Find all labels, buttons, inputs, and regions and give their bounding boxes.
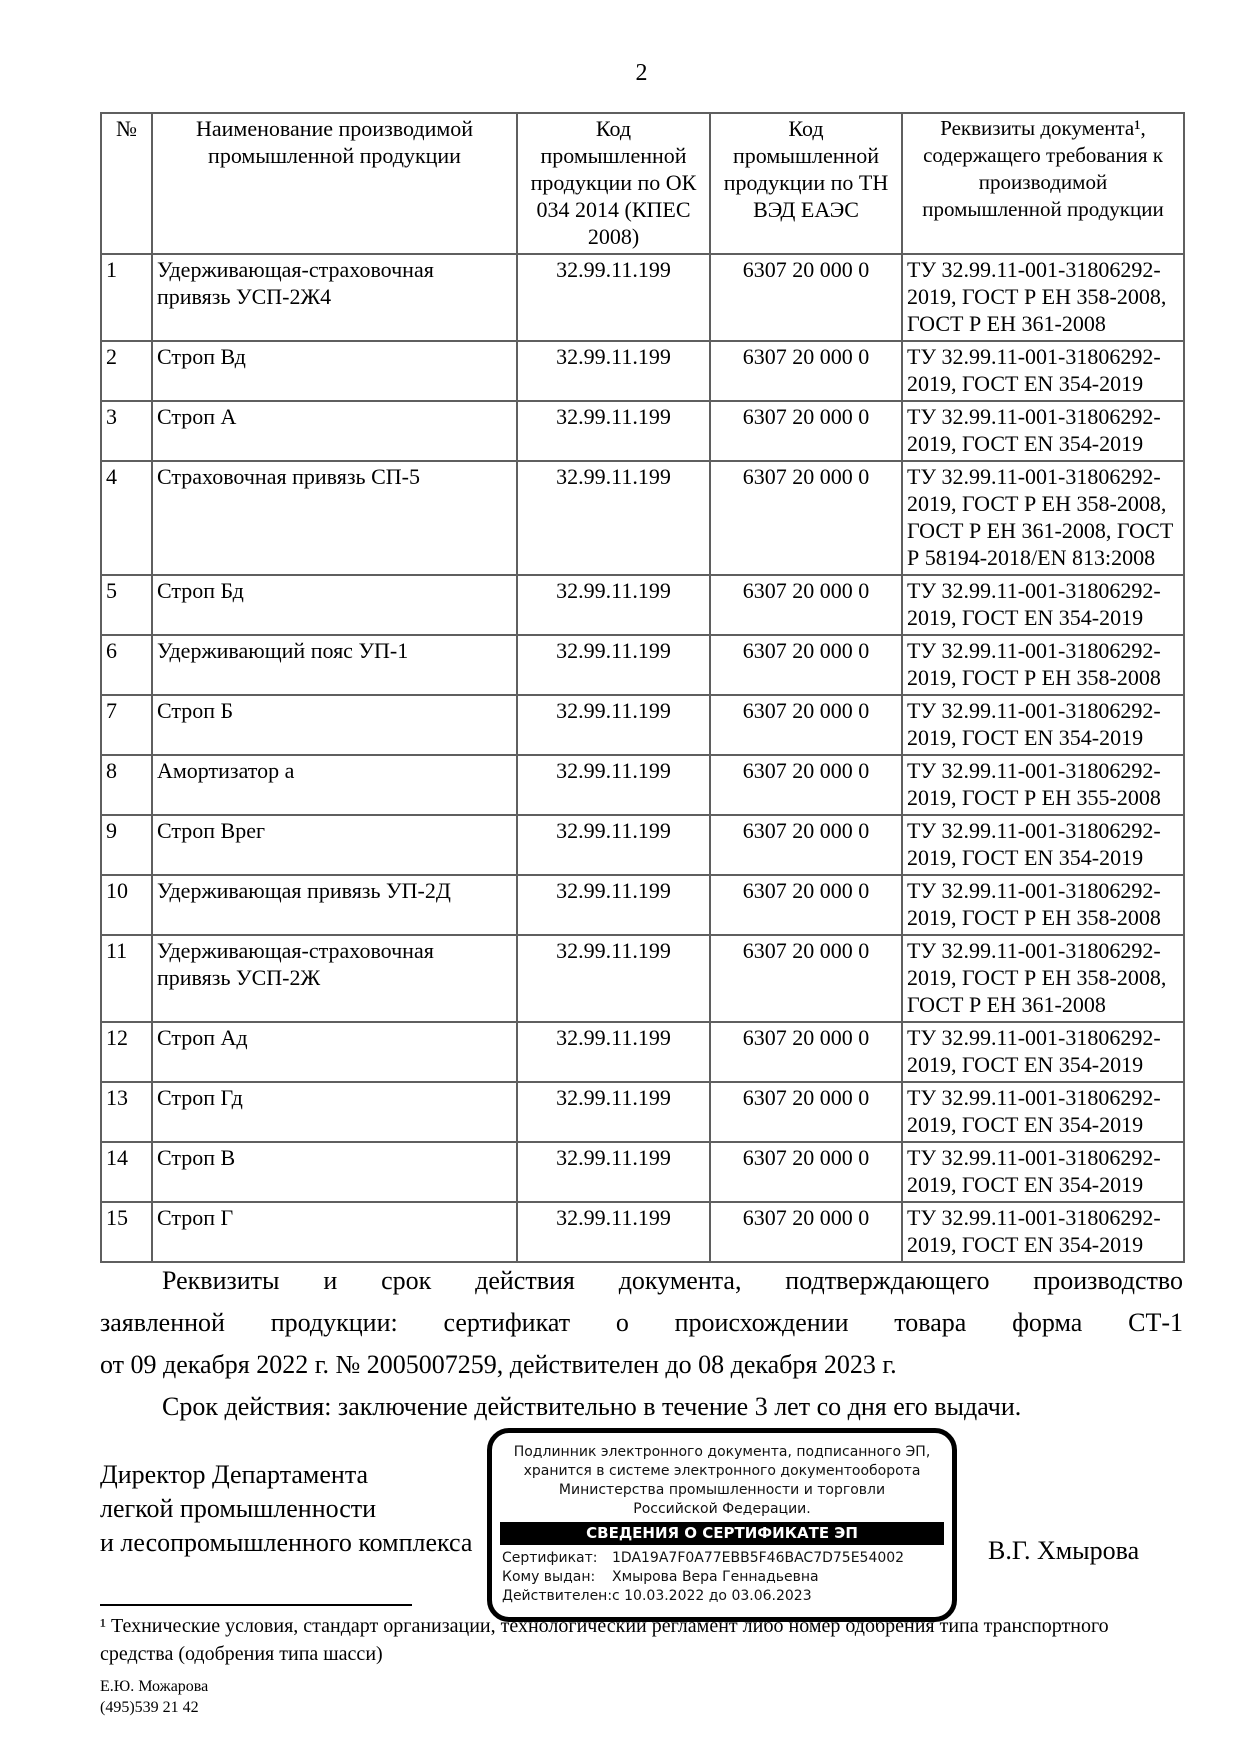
table-row	[101, 401, 1184, 461]
product-name-cell: Удерживающая привязь УП-2Д	[152, 875, 517, 935]
row-number-cell: 4	[101, 461, 152, 575]
product-name-cell: Строп Вд	[152, 341, 517, 401]
table-row	[101, 1022, 1184, 1082]
certificate-number-field	[502, 1549, 944, 1568]
row-number-cell: 3	[101, 401, 152, 461]
row-number-cell: 15	[101, 1202, 152, 1262]
requisites-cell: ТУ 32.99.11-001-31806292-2019, ГОСТ EN 354-2019	[902, 575, 1184, 635]
row-number-cell: 10	[101, 875, 152, 935]
code-tnved-cell: 6307 20 000 0	[710, 1142, 902, 1202]
table-header-row	[101, 113, 1184, 254]
paragraph-line: заявленной продукции: сертификат о происхождении товара форма СТ-1	[100, 1308, 1183, 1337]
code-tnved-cell: 6307 20 000 0	[710, 1082, 902, 1142]
requisites-cell: ТУ 32.99.11-001-31806292-2019, ГОСТ EN 354-2019	[902, 1022, 1184, 1082]
table-row	[101, 575, 1184, 635]
row-number-cell: 14	[101, 1142, 152, 1202]
code-ok034-cell: 32.99.11.199	[517, 875, 710, 935]
code-ok034-cell: 32.99.11.199	[517, 401, 710, 461]
product-name-cell: Строп Г	[152, 1202, 517, 1262]
code-tnved-cell: 6307 20 000 0	[710, 635, 902, 695]
col-header-product-name: Наименование производимой промышленной продукции	[152, 113, 517, 254]
stamp-header-line: Министерства промышленности и торговли	[558, 1482, 886, 1498]
code-ok034-cell: 32.99.11.199	[517, 1022, 710, 1082]
code-ok034-cell: 32.99.11.199	[517, 341, 710, 401]
requisites-cell: ТУ 32.99.11-001-31806292-2019, ГОСТ Р ЕН 358-2008, ГОСТ Р ЕН 361-2008, ГОСТ Р 58194-2018/EN 813:2008	[902, 461, 1184, 575]
product-name-cell: Строп Врег	[152, 815, 517, 875]
code-tnved-cell: 6307 20 000 0	[710, 695, 902, 755]
code-tnved-cell: 6307 20 000 0	[710, 461, 902, 575]
table-row	[101, 1202, 1184, 1262]
code-ok034-cell: 32.99.11.199	[517, 635, 710, 695]
stamp-header-line: Подлинник электронного документа, подписанного ЭП,	[513, 1444, 931, 1460]
table-row	[101, 254, 1184, 341]
director-title-line: Директор Департамента	[100, 1460, 369, 1489]
table-row	[101, 341, 1184, 401]
product-name-cell: Строп А	[152, 401, 517, 461]
requisites-cell: ТУ 32.99.11-001-31806292-2019, ГОСТ EN 354-2019	[902, 695, 1184, 755]
requisites-cell: ТУ 32.99.11-001-31806292-2019, ГОСТ EN 354-2019	[902, 1202, 1184, 1262]
issued-to-field	[502, 1568, 944, 1587]
code-tnved-cell: 6307 20 000 0	[710, 875, 902, 935]
code-ok034-cell: 32.99.11.199	[517, 755, 710, 815]
certificate-number-value: 1DA19A7F0A77EBB5F46BAC7D75E54002	[612, 1550, 905, 1566]
code-ok034-cell: 32.99.11.199	[517, 1202, 710, 1262]
requisites-cell: ТУ 32.99.11-001-31806292-2019, ГОСТ Р ЕН 358-2008, ГОСТ Р ЕН 361-2008	[902, 935, 1184, 1022]
row-number-cell: 1	[101, 254, 152, 341]
paragraph-line: от 09 декабря 2022 г. № 2005007259, действителен до 08 декабря 2023 г.	[100, 1350, 897, 1379]
code-ok034-cell: 32.99.11.199	[517, 461, 710, 575]
product-name-cell: Строп Бд	[152, 575, 517, 635]
table-row	[101, 635, 1184, 695]
requisites-cell: ТУ 32.99.11-001-31806292-2019, ГОСТ EN 354-2019	[902, 1082, 1184, 1142]
stamp-header-line: хранится в системе электронного документооборота	[523, 1463, 921, 1479]
certificate-paragraph	[100, 1260, 1183, 1386]
table-row	[101, 461, 1184, 575]
electronic-signature-stamp	[487, 1428, 957, 1622]
requisites-cell: ТУ 32.99.11-001-31806292-2019, ГОСТ EN 354-2019	[902, 401, 1184, 461]
table-row	[101, 1142, 1184, 1202]
requisites-cell: ТУ 32.99.11-001-31806292-2019, ГОСТ Р ЕН 358-2008, ГОСТ Р ЕН 361-2008	[902, 254, 1184, 341]
requisites-cell: ТУ 32.99.11-001-31806292-2019, ГОСТ Р ЕН 358-2008	[902, 875, 1184, 935]
validity-period-label: Действителен:	[502, 1588, 613, 1604]
product-name-cell: Удерживающая-страховочная привязь УСП-2Ж4	[152, 254, 517, 341]
signatory-name: В.Г. Хмырова	[988, 1536, 1140, 1565]
code-ok034-cell: 32.99.11.199	[517, 1082, 710, 1142]
code-tnved-cell: 6307 20 000 0	[710, 575, 902, 635]
col-header-code-ok034: Код промышленной продукции по ОК 034 2014 (КПЕС 2008)	[517, 113, 710, 254]
code-tnved-cell: 6307 20 000 0	[710, 1022, 902, 1082]
col-header-number: №	[101, 113, 152, 254]
row-number-cell: 13	[101, 1082, 152, 1142]
table-row	[101, 935, 1184, 1022]
table-row	[101, 875, 1184, 935]
product-name-cell: Страховочная привязь СП-5	[152, 461, 517, 575]
product-name-cell: Удерживающая-страховочная привязь УСП-2Ж	[152, 935, 517, 1022]
validity-paragraph	[100, 1386, 1183, 1428]
col-header-code-tnved: Код промышленной продукции по ТН ВЭД ЕАЭС	[710, 113, 902, 254]
paragraph-line: Реквизиты и срок действия документа, подтверждающего производство	[162, 1266, 1183, 1295]
stamp-header-text	[492, 1443, 952, 1519]
row-number-cell: 7	[101, 695, 152, 755]
contact-block	[100, 1676, 208, 1718]
table-row	[101, 1082, 1184, 1142]
product-name-cell: Строп Ад	[152, 1022, 517, 1082]
issued-to-label: Кому выдан:	[502, 1569, 596, 1585]
paragraph-line: Срок действия: заключение действительно в течение 3 лет со дня его выдачи.	[162, 1392, 1022, 1421]
requisites-cell: ТУ 32.99.11-001-31806292-2019, ГОСТ EN 354-2019	[902, 815, 1184, 875]
code-tnved-cell: 6307 20 000 0	[710, 341, 902, 401]
products-table	[100, 112, 1185, 1263]
row-number-cell: 5	[101, 575, 152, 635]
requisites-cell: ТУ 32.99.11-001-31806292-2019, ГОСТ Р ЕН 355-2008	[902, 755, 1184, 815]
code-ok034-cell: 32.99.11.199	[517, 695, 710, 755]
code-tnved-cell: 6307 20 000 0	[710, 935, 902, 1022]
table-row	[101, 755, 1184, 815]
code-tnved-cell: 6307 20 000 0	[710, 254, 902, 341]
code-tnved-cell: 6307 20 000 0	[710, 755, 902, 815]
code-ok034-cell: 32.99.11.199	[517, 935, 710, 1022]
director-title	[100, 1458, 472, 1560]
code-tnved-cell: 6307 20 000 0	[710, 1202, 902, 1262]
validity-period-field	[502, 1587, 944, 1606]
requisites-cell: ТУ 32.99.11-001-31806292-2019, ГОСТ EN 354-2019	[902, 341, 1184, 401]
requisites-cell: ТУ 32.99.11-001-31806292-2019, ГОСТ Р ЕН 358-2008	[902, 635, 1184, 695]
product-name-cell: Строп В	[152, 1142, 517, 1202]
row-number-cell: 12	[101, 1022, 152, 1082]
code-ok034-cell: 32.99.11.199	[517, 1142, 710, 1202]
issued-to-value: Хмырова Вера Геннадьевна	[612, 1569, 819, 1585]
page-number: 2	[635, 60, 648, 86]
contact-phone: (495)539 21 42	[100, 1699, 199, 1716]
certificate-info-bar: СВЕДЕНИЯ О СЕРТИФИКАТЕ ЭП	[500, 1522, 944, 1545]
contact-name: Е.Ю. Можарова	[100, 1678, 209, 1695]
code-tnved-cell: 6307 20 000 0	[710, 815, 902, 875]
footnote-line: ¹ Технические условия, стандарт организации, технологический регламент либо номер одобрения типа транспортного	[100, 1615, 1109, 1637]
director-title-line: легкой промышленности	[100, 1494, 377, 1523]
footnote-separator-line	[100, 1604, 412, 1606]
product-name-cell: Строп Б	[152, 695, 517, 755]
stamp-header-line: Российской Федерации.	[633, 1501, 811, 1517]
code-ok034-cell: 32.99.11.199	[517, 254, 710, 341]
product-name-cell: Удерживающий пояс УП-1	[152, 635, 517, 695]
code-tnved-cell: 6307 20 000 0	[710, 401, 902, 461]
row-number-cell: 8	[101, 755, 152, 815]
director-title-line: и лесопромышленного комплекса	[100, 1528, 473, 1557]
code-ok034-cell: 32.99.11.199	[517, 815, 710, 875]
col-header-requisites: Реквизиты документа¹, содержащего требования к производимой промышленной продукции	[902, 113, 1184, 254]
table-row	[101, 815, 1184, 875]
row-number-cell: 6	[101, 635, 152, 695]
requisites-cell: ТУ 32.99.11-001-31806292-2019, ГОСТ EN 354-2019	[902, 1142, 1184, 1202]
code-ok034-cell: 32.99.11.199	[517, 575, 710, 635]
row-number-cell: 2	[101, 341, 152, 401]
row-number-cell: 9	[101, 815, 152, 875]
footnote-line: средства (одобрения типа шасси)	[100, 1643, 383, 1665]
table-row	[101, 695, 1184, 755]
product-name-cell: Строп Гд	[152, 1082, 517, 1142]
product-name-cell: Амортизатор а	[152, 755, 517, 815]
certificate-fields	[502, 1549, 944, 1606]
validity-period-value: с 10.03.2022 до 03.06.2023	[612, 1588, 812, 1604]
certificate-number-label: Сертификат:	[502, 1550, 598, 1566]
row-number-cell: 11	[101, 935, 152, 1022]
